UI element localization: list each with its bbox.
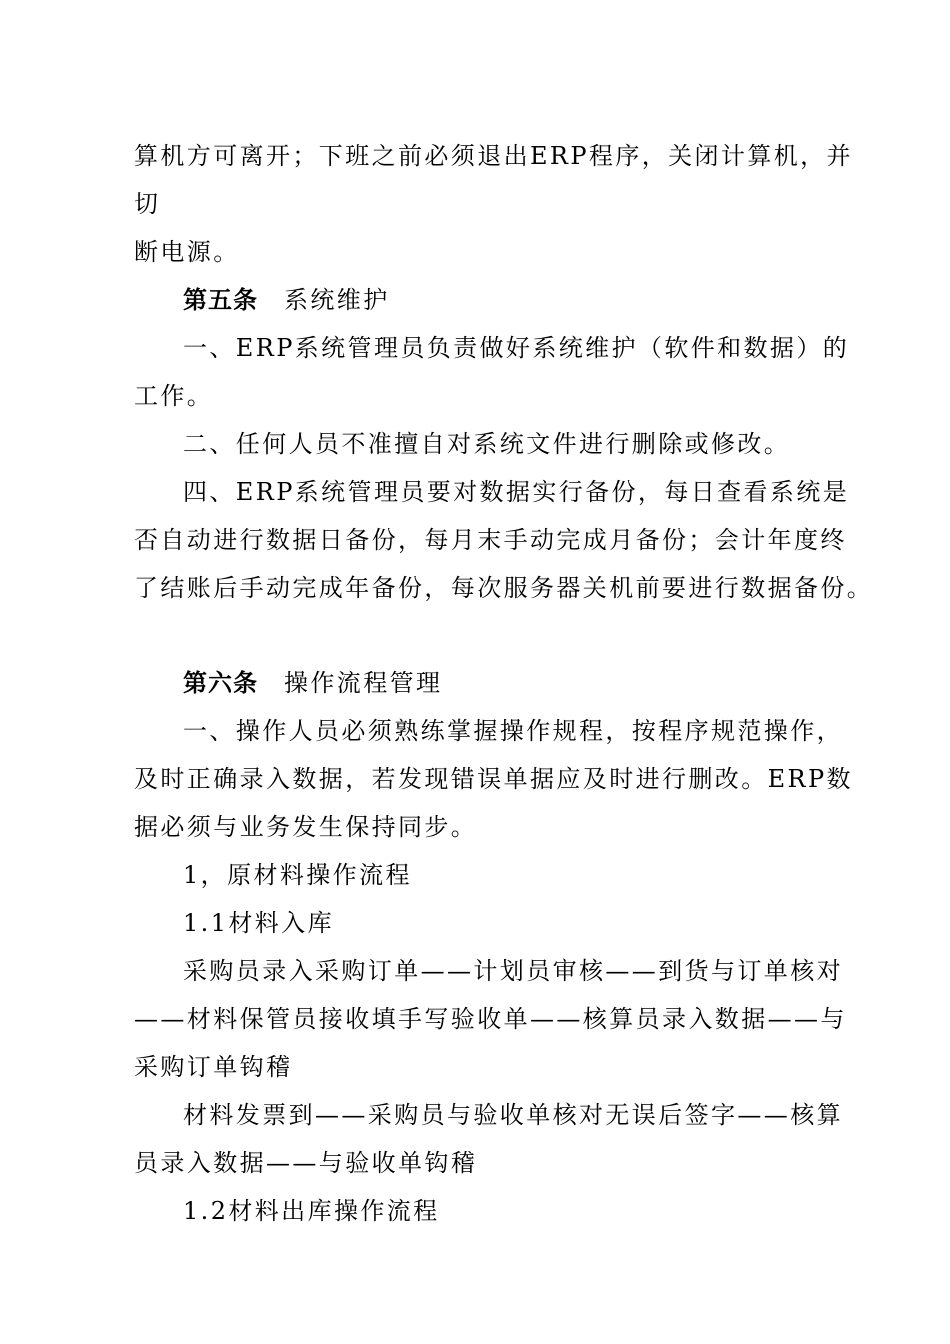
paragraph-line: 一、操作人员必须熟练掌握操作规程，按程序规范操作， (183, 717, 843, 745)
paragraph-line: 采购订单钩稽 (134, 1053, 293, 1081)
paragraph-line: 据必须与业务发生保持同步。 (134, 813, 478, 841)
paragraph-line: 切 (134, 190, 161, 218)
article-label: 第五条 (183, 286, 258, 314)
paragraph-line: 了结账后手动完成年备份，每次服务器关机前要进行数据备份。 (134, 574, 874, 602)
paragraph-line: 断电源。 (134, 238, 240, 266)
paragraph-line: 一、ERP系统管理员负责做好系统维护（软件和数据）的 (183, 334, 850, 362)
paragraph-line: 四、ERP系统管理员要对数据实行备份，每日查看系统是 (183, 478, 850, 506)
paragraph-line: 二、任何人员不准擅自对系统文件进行删除或修改。 (183, 430, 791, 458)
paragraph-line: ——材料保管员接收填手写验收单——核算员录入数据——与 (134, 1005, 847, 1033)
paragraph-line: 否自动进行数据日备份，每月末手动完成月备份；会计年度终 (134, 526, 847, 554)
paragraph-line: 及时正确录入数据，若发现错误单据应及时进行删改。ERP数 (134, 765, 853, 793)
article-label: 第六条 (183, 669, 258, 697)
paragraph-line: 采购员录入采购订单——计划员审核——到货与订单核对 (183, 957, 843, 985)
paragraph-line: 员录入数据——与验收单钩稽 (134, 1149, 478, 1177)
subsection-heading: 1.2材料出库操作流程 (183, 1197, 440, 1225)
article-heading-5 (183, 284, 850, 316)
article-title: 系统维护 (284, 286, 390, 314)
subsection-heading: 1.1材料入库 (183, 909, 334, 937)
paragraph-line: 材料发票到——采购员与验收单核对无误后签字——核算 (183, 1101, 843, 1129)
paragraph-line: 算机方可离开；下班之前必须退出ERP程序，关闭计算机，并 (134, 142, 853, 170)
article-title: 操作流程管理 (284, 669, 443, 697)
paragraph-line: 工作。 (134, 382, 214, 410)
article-heading-6 (183, 667, 850, 699)
section-heading: 1，原材料操作流程 (183, 861, 412, 889)
